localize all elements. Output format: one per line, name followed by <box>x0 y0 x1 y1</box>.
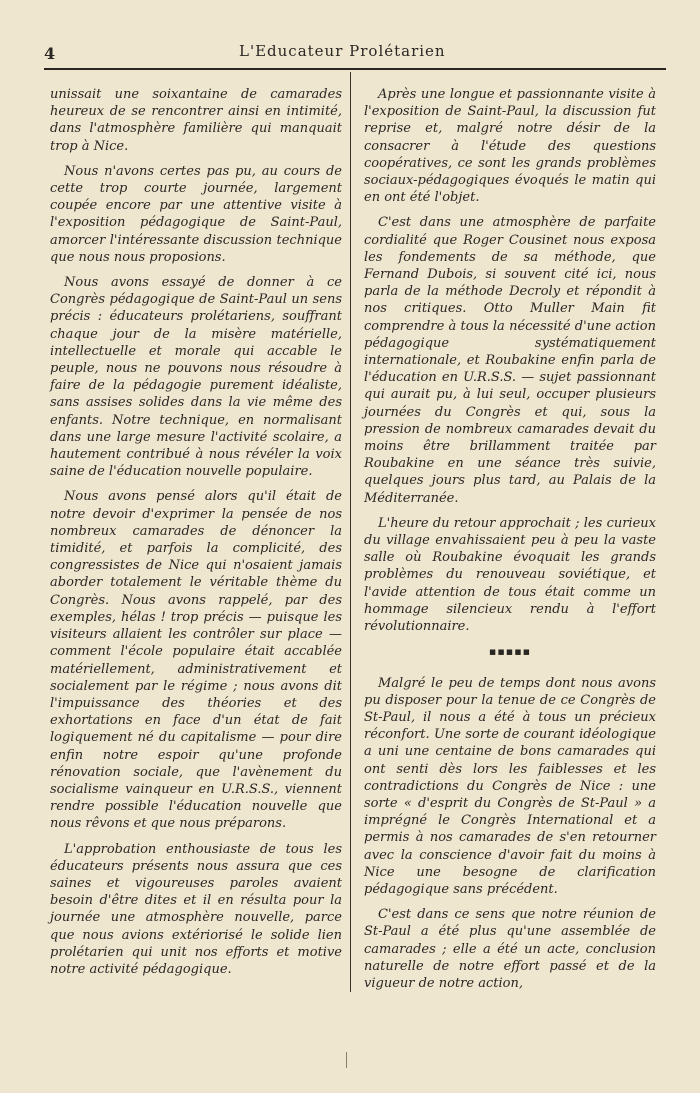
column-divider <box>350 72 351 992</box>
section-separator: ▪▪▪▪▪ <box>488 645 532 659</box>
paragraph: C'est dans ce sens que notre réunion de St-Paul a été plus qu'une assemblée de camarades ; elle a été un acte, conclusion naturelle de notre effort passé et de la vigueur de notre action, <box>364 907 656 991</box>
right-column <box>364 86 656 1000</box>
paragraph: Malgré le peu de temps dont nous avons pu disposer pour la tenue de ce Congrès de St-Paul, il nous a été à tous un précieux réconfort. Une sorte de courant idéologique a uni une centaine de bons camarades qui ont senti dès lors les faiblesses et les contradictions du Congrès de Nice : une sorte « d'esprit du Congrès de St-Paul » a imprégné le Congrès International et a permis à nos camarades de s'en retourner avec la conscience d'avoir fait du moins à Nice une besogne de clarification pédagogique sans précédent. <box>364 675 656 897</box>
paragraph: L'approbation enthousiaste de tous les éducateurs présents nous assura que ces saines et vigoureuses paroles avaient besoin d'être dites et il en résulta pour la journée une atmosphère nouvelle, parce que nous avions extériorisé le solide lien prolétarien qui unit nos efforts et motive notre activité pédagogique. <box>50 841 342 977</box>
paragraph: Nous avons pensé alors qu'il était de notre devoir d'exprimer la pensée de nos nombreux camarades de dénoncer la timidité, et parfois la complicité, des congressistes de Nice qui n'osaient jamais aborder totalement le véritable thème du Congrès. Nous avons rappelé, par des exemples, hélas ! trop précis — puisque les visiteurs allaient les contrôler sur place — comment l'école populaire était accablée matériellement, administrativement et socialement par le régime ; nous avons dit l'impuissance des théories et des exhortations en face d'un état de fait logiquement né du capitalisme — pour dire enfin notre espoir qu'une profonde rénovation sociale, que l'avènement du socialisme vainqueur en U.R.S.S., viennent rendre possible l'éducation nouvelle que nous rêvons et que nous préparons. <box>50 489 342 832</box>
page-mark <box>346 1052 347 1068</box>
paragraph: Après une longue et passionnante visite à l'exposition de Saint-Paul, la discussion fut reprise et, malgré notre désir de la consacrer à l'étude des questions coopératives, ce sont les grands problèmes sociaux-pédagogiques évoqués le matin qui en ont été l'objet. <box>364 87 656 206</box>
journal-title: L'Educateur Prolétarien <box>239 42 446 60</box>
header-rule <box>44 68 666 70</box>
paragraph: Nous avons essayé de donner à ce Congrès pédagogique de Saint-Paul un sens précis : éducateurs prolétariens, souffrant chaque jour de la misère matérielle, intellectuelle et morale qui accable le peuple, nous ne pouvons nous résoudre à faire de la pédagogie purement idéaliste, sans assises solides dans la vie même des enfants. Notre technique, en normalisant dans une large mesure l'activité scolaire, a hautement contribué à nous révéler la voix saine de l'éducation nouvelle populaire. <box>50 275 342 480</box>
paragraph: Nous n'avons certes pas pu, au cours de cette trop courte journée, largement coupée encore par une attentive visite à l'exposition pédagogique de Saint-Paul, amorcer l'intéressante discussion technique que nous nous proposions. <box>50 163 342 265</box>
left-column <box>50 86 342 986</box>
page-number: 4 <box>44 44 56 63</box>
paragraph: C'est dans une atmosphère de parfaite cordialité que Roger Cousinet nous exposa les fondements de sa méthode, que Fernand Dubois, si souvent cité ici, nous parla de la méthode Decroly et répondit à nos critiques. Otto Muller Main fit comprendre à tous la nécessité d'une action pédagogique systématiquement internationale, et Roubakine enfin parla de l'éducation en U.R.S.S. — sujet passionnant qui aurait pu, à lui seul, occuper plusieurs journées du Congrès et qui, sous la pression de nombreux camarades devait du moins être brillamment traitée par Roubakine en une séance très suivie, quelques jours plus tard, au Palais de la Méditerranée. <box>364 215 656 506</box>
page-header <box>44 40 664 66</box>
paragraph: unissait une soixantaine de camarades heureux de se rencontrer ainsi en intimité, dans l'atmosphère familière qui manquait trop à Nice. <box>50 87 342 154</box>
paragraph: L'heure du retour approchait ; les curieux du village envahissaient peu à peu la vaste salle où Roubakine évoquait les grands problèmes du renouveau soviétique, et l'avide attention de tous était comme un hommage silencieux rendu à l'effort révolutionnaire. <box>364 515 656 635</box>
